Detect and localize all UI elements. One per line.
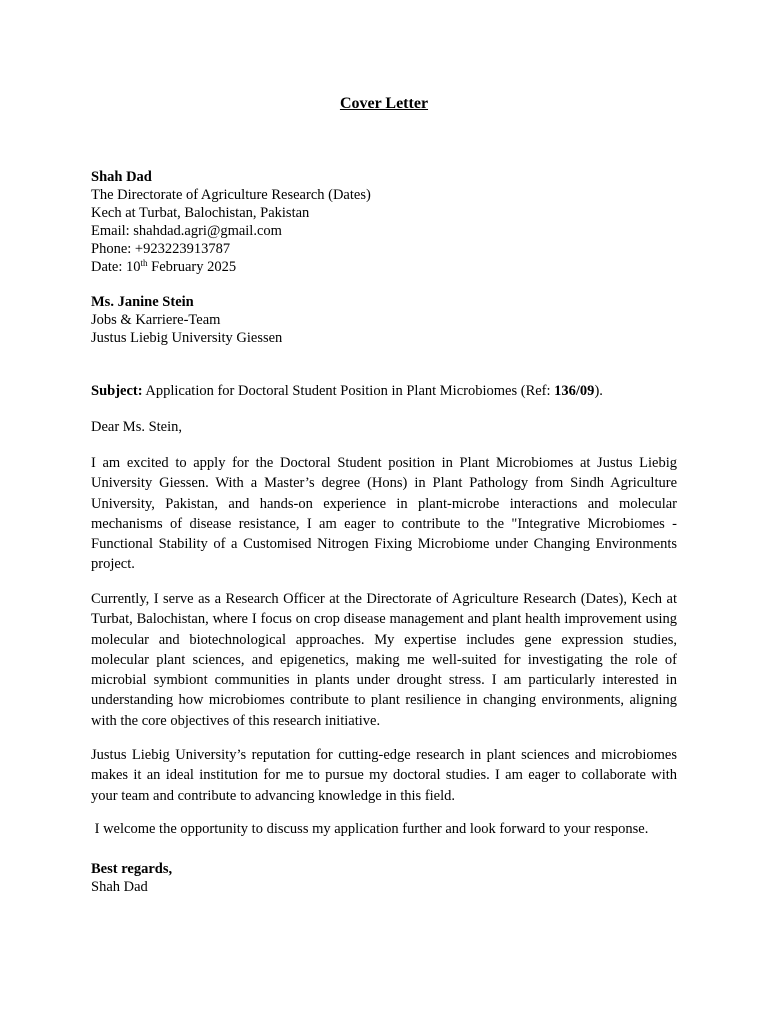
closing-block — [91, 860, 677, 896]
recipient-team: Jobs & Karriere-Team — [91, 312, 221, 328]
subject-text: Application for Doctoral Student Position in Plant Microbiomes (Ref: — [142, 383, 555, 399]
date-ordinal: th — [140, 258, 148, 268]
closing-phrase: Best regards, — [91, 861, 173, 877]
subject-ref: 136/09 — [554, 383, 595, 399]
sender-block — [91, 168, 677, 276]
closing-name: Shah Dad — [91, 879, 148, 895]
recipient-university: Justus Liebig University Giessen — [91, 330, 283, 346]
letter-date — [91, 258, 677, 276]
sender-org: The Directorate of Agriculture Research (Dates) — [91, 187, 371, 203]
body-paragraph-4: I welcome the opportunity to discuss my application further and look forward to your response. — [91, 821, 649, 837]
subject-end: ). — [594, 383, 603, 399]
sender-email: Email: shahdad.agri@gmail.com — [91, 223, 282, 239]
body-paragraph-2: Currently, I serve as a Research Officer at the Directorate of Agriculture Research (Dates), Kech at Turbat, Balochistan, where I focus on crop disease management and plant health improvement using molecular and biotechnological approaches. My expertise includes gene expression studies, molecular plant sciences, and epigenetics, making me well-suited for investigating the role of microbial symbiont communities in plants under drought stress. I am particularly interested in understanding how microbiomes contribute to plant resilience in changing environments, aligning with the core objectives of this research initiative. — [91, 591, 677, 729]
page-title: Cover Letter — [339, 95, 429, 112]
subject-label: Subject: — [91, 383, 143, 399]
sender-phone: Phone: +923223913787 — [91, 241, 231, 257]
date-suffix: February 2025 — [147, 259, 237, 275]
subject-line — [91, 382, 677, 400]
date-prefix: Date: 10 — [91, 259, 141, 275]
sender-name: Shah Dad — [91, 169, 152, 185]
recipient-block — [91, 293, 677, 347]
recipient-name: Ms. Janine Stein — [91, 294, 194, 310]
body-paragraph-1: I am excited to apply for the Doctoral Student position in Plant Microbiomes at Justus Liebig University Giessen. With a Master’s degree (Hons) in Plant Pathology from Sindh Agriculture University, Pakistan, and hands-on experience in plant-microbe interactions and molecular mechanisms of disease resistance, I am eager to contribute to the "Integrative Microbiomes - Functional Stability of a Customised Nitrogen Fixing Microbiome under Changing Environments project. — [91, 455, 677, 573]
salutation: Dear Ms. Stein, — [91, 419, 183, 435]
body-paragraph-3: Justus Liebig University’s reputation for cutting-edge research in plant sciences and microbiomes makes it an ideal institution for me to pursue my doctoral studies. I am eager to collaborate with your team and contribute to advancing knowledge in this field. — [91, 747, 677, 804]
sender-address: Kech at Turbat, Balochistan, Pakistan — [91, 205, 310, 221]
